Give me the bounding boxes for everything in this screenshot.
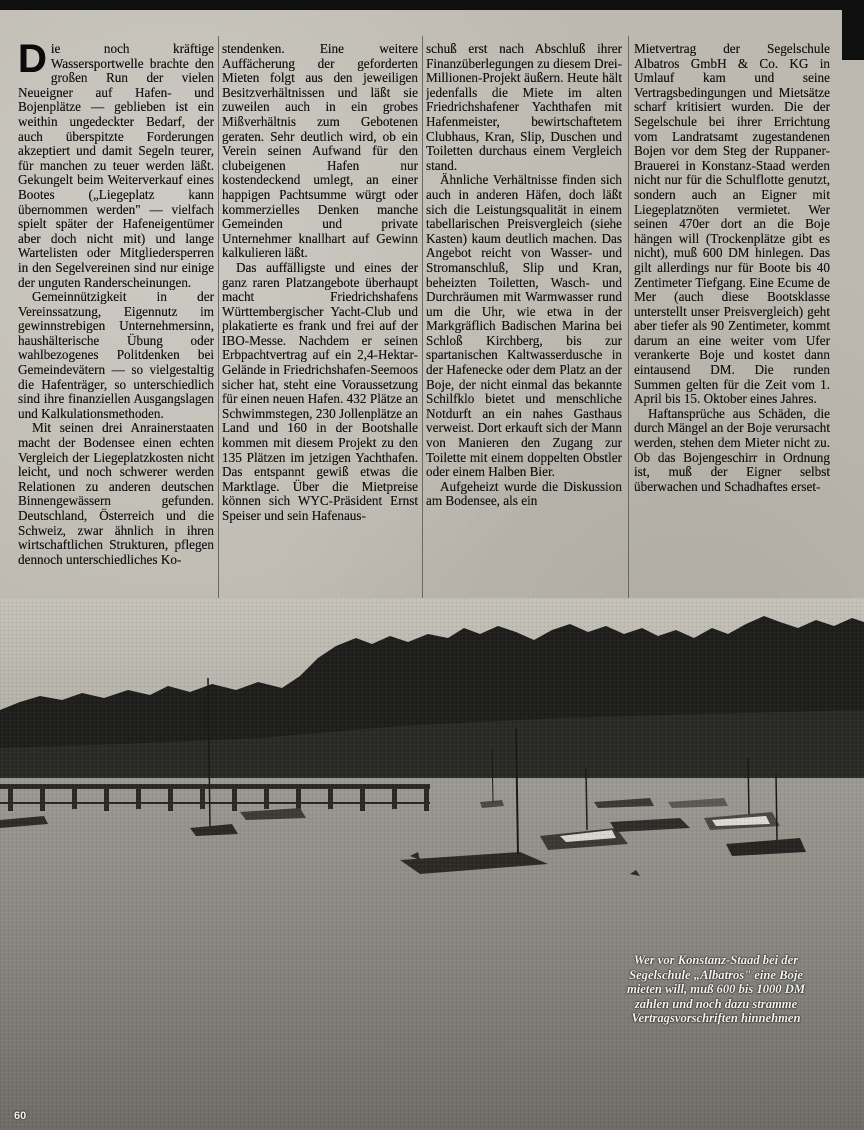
paragraph: stendenken. Eine weitere Auffächerung der geforderten Mieten folgt aus den jeweiligen Besitzverhältnissen und läßt sie zuweilen auch in ein grobes Mißverhältnis zum Gebotenen geraten. Sehr deutlich wird, ob ein Verein seinen Aufwand für den clubeigenen Hafen nur kostendeckend umlegt, an einer happigen Pachtsumme würgt oder kommerzielles Denken manche Gemeinden und private Unternehmer knallhart auf Gewinn kalkulieren läßt.: [222, 42, 418, 261]
page-top-edge: [0, 0, 864, 10]
article-text: [18, 36, 830, 626]
article-column-4: [634, 42, 830, 632]
paragraph: Haftansprüche aus Schäden, die durch Mängel an der Boje verursacht werden, stehen dem Mieter nicht zu. Ob das Bojengeschirr in Ordnung ist, muß der Eigner selbst überwachen und Schadhaftes erset-: [634, 405, 830, 494]
paragraph: schuß erst nach Abschluß ihrer Finanzüberlegungen zu diesem Drei-Millionen-Projekt äußern. Heute hält jedenfalls die Miete im alten Friedrichshafener Yachthafen mit Hafenmeister, bewirtschaftetem Clubhaus, Kran, Slip, Duschen und Toiletten durchaus einem Vergleich stand.: [426, 42, 622, 173]
column-rule: [422, 36, 423, 621]
article-column-3: [426, 42, 622, 632]
photo-caption: Wer vor Konstanz-Staad bei der Segelschule „Albatros" eine Boje mieten will, muß 600 bis 1000 DM zahlen und noch dazu stramme Vertragsvorschriften hinnehmen: [626, 953, 806, 1026]
paragraph: Mietvertrag der Segelschule Albatros GmbH & Co. KG in Umlauf kam und seine Vertragsbedingungen und Mietsätze scharf kritisiert wurden. Die der Segelschule bei ihrer Errichtung vom Landratsamt zugestandenen Bojen vor dem Steg der Ruppaner-Brauerei in Konstanz-Staad werden nicht nur für die Schulflotte genutzt, sondern auch an Eigner mit Liegeplatznöten vermietet. Wer seinen 470er dort an die Boje hängen will (Trockenplätze gibt es nicht), muß 600 DM hinlegen. Das gilt allerdings nur für Boote bis 40 Zentimeter Tiefgang. Eine Ecume de Mer (auch diese Bootsklasse unterstellt unser Preisvergleich) geht aber tiefer als 90 Zentimeter, kommt darum an eine weiter vom Ufer verankerte Boje und kostet dann eintausend DM. Die runden Summen gelten für die Zeit vom 1. April bis 15. Oktober eines Jahres.: [634, 42, 830, 407]
lake-photo: [0, 598, 864, 1130]
page-number: 60: [14, 1110, 27, 1122]
print-grain: [0, 598, 864, 1130]
paragraph-text: ie noch kräftige Wassersportwelle brachte den großen Run der vielen Neueigner auf Hafen- und Bojenplätze — geblieben ist ein weithin ungedeckter Bedarf, der auch überspitzte Forderungen akzeptiert und damit Segeln teurer, für manchen zu teuer werden läßt. Gekungelt beim Weiterverkauf eines Bootes („Liegeplatz kann übernommen werden" — vielfach spielt später der Hafeneigentümer aber doch nicht mit) und lange Wartelisten oder Mitgliedersperren in den Segelvereinen sind nur einige der unguten Randerscheinungen.: [18, 42, 214, 290]
column-rule: [628, 36, 629, 621]
drop-cap: D: [18, 42, 47, 81]
paragraph: Gemeinnützigkeit in der Vereinssatzung, Eigennutz im gewinnstrebigen Unternehmersinn, haushälterische Übung oder wahlbezogenes Politdenken bei Gemeindevätern — so vielgestaltig die Hafenträger, so unterschiedlich sind ihre finanziellen Ausgangslagen und Kalkulationsmethoden.: [18, 289, 214, 421]
paragraph: Mit seinen drei Anrainerstaaten macht der Bodensee einen echten Vergleich der Liegeplatzkosten nicht leicht, und noch schwerer werden Relationen zu anderen deutschen Binnengewässern gefunden. Deutschland, Österreich und die Schweiz, zwar ähnlich in ihren wirtschaftlichen Strukturen, pflegen dennoch unterschiedliches Ko-: [18, 420, 214, 567]
paragraph: [18, 42, 214, 290]
column-rule: [218, 36, 219, 621]
article-column-1: [18, 42, 214, 632]
article-column-2: [222, 42, 418, 632]
paragraph: Aufgeheizt wurde die Diskussion am Bodensee, als ein: [426, 478, 622, 509]
page-corner-mark: [842, 0, 864, 60]
paragraph: Ähnliche Verhältnisse finden sich auch in anderen Häfen, doch läßt sich die Leistungsqualität in einem tabellarischen Preisvergleich (siehe Kasten) kaum deutlich machen. Das Angebot reicht von Wasser- und Stromanschluß, Slip und Kran, beheizten Toiletten, Wasch- und Durchräumen mit Warmwasser rund um die Uhr, wie etwa in der Markgräflich Badischen Marina bei Schloß Kirchberg, bis zur spartanischen Kaltwasserdusche in der Hafenecke oder dem Platz an der Boje, der nicht einmal das bekannte Schilfklo bietet und menschliche Notdurft an ein nahes Gasthaus verweist. Dort erkauft sich der Mann von Manieren den Zugang zur Toilette mit einem doppelten Obstler oder einem Halben Bier.: [426, 172, 622, 480]
paragraph: Das auffälligste und eines der ganz raren Platzangebote überhaupt macht Friedrichshafens Württembergischer Yacht-Club und plakatierte es frank und frei auf der IBO-Messe. Nachdem er seinen Erbpachtvertrag auf ein 2,4-Hektar-Gelände in Friedrichshafen-Seemoos sicher hat, steht eine Voraussetzung für einen neuen Hafen. 432 Plätze an Schwimmstegen, 230 Jollenplätze an Land und 160 in der Bootshalle kommen mit diesem Projekt zu den 135 Plätzen im jetzigen Yachthafen. Das entspannt gewiß etwas die Marktlage. Über die Mietpreise können sich WYC-Präsident Ernst Speiser und sein Hafenaus-: [222, 259, 418, 523]
